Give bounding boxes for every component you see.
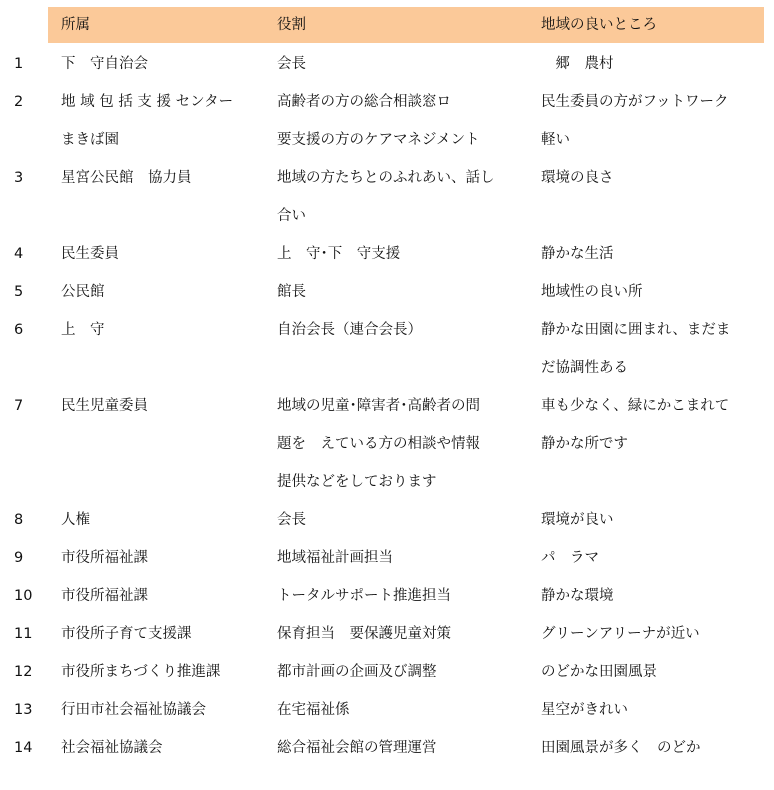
- good-point-cell-line: のどかな田園風景: [541, 664, 657, 680]
- affiliation-cell-line: 社会福祉協議会: [61, 740, 163, 756]
- row-number: 12: [14, 664, 33, 680]
- role-cell: [277, 539, 393, 577]
- role-cell-line: 地域福祉計画担当: [277, 550, 393, 566]
- affiliation-cell-line: 市役所子育て支援課: [61, 626, 192, 642]
- role-cell: [277, 45, 306, 83]
- role-cell-line: 地域の方たちとのふれあい、話し: [277, 170, 495, 186]
- affiliation-cell: [61, 577, 148, 615]
- good-point-cell-line: 民生委員の方がフットワーク: [541, 94, 729, 110]
- row-number: 4: [14, 246, 24, 262]
- row-number: 3: [14, 170, 24, 186]
- affiliation-cell: [61, 501, 90, 539]
- good-point-cell: [541, 653, 657, 691]
- row-number: 8: [14, 512, 24, 528]
- good-point-cell-line: グリーンアリーナが近い: [541, 626, 700, 642]
- role-cell-line: 保育担当 要保護児童対策: [277, 626, 451, 642]
- affiliation-cell-line: まきば園: [61, 132, 119, 148]
- affiliation-cell-line: 市役所福祉課: [61, 550, 148, 566]
- role-cell-line: トータルサポート推進担当: [277, 588, 451, 604]
- table-row: [0, 729, 774, 767]
- good-point-cell-line: 車も少なく、緑にかこまれて: [541, 398, 730, 414]
- affiliation-cell: [61, 273, 105, 311]
- good-point-cell: [541, 615, 700, 653]
- table-row: [0, 235, 774, 273]
- affiliation-cell: [61, 539, 148, 577]
- affiliation-cell-line: 市役所福祉課: [61, 588, 148, 604]
- role-cell: [277, 691, 350, 729]
- good-point-cell-line: 軽い: [541, 132, 570, 148]
- row-number: 6: [14, 322, 24, 338]
- good-point-cell-line: 星空がきれい: [541, 702, 628, 718]
- role-cell-line: 合い: [277, 208, 306, 224]
- affiliation-cell-line: 地 域 包 括 支 援 センター: [61, 94, 234, 110]
- role-cell-line: 提供などをしております: [277, 474, 437, 490]
- table-row: [0, 539, 774, 577]
- role-cell-line: 題を えている方の相談や情報: [277, 436, 480, 452]
- affiliation-cell-line: 人権: [61, 512, 90, 528]
- good-point-cell-line: 環境が良い: [541, 512, 614, 528]
- affiliation-cell: [61, 235, 119, 273]
- affiliation-cell-line: 公民館: [61, 284, 105, 300]
- affiliation-cell: [61, 653, 220, 691]
- good-point-cell: [541, 311, 730, 387]
- affiliation-cell: [61, 83, 233, 159]
- good-point-cell: [541, 501, 614, 539]
- table-row: [0, 577, 774, 615]
- affiliation-cell-line: 民生委員: [61, 246, 119, 262]
- affiliation-cell: [61, 729, 163, 767]
- role-cell-line: 在宅福祉係: [277, 702, 350, 718]
- table-row: [0, 273, 774, 311]
- good-point-cell-line: 郷 農村: [541, 56, 614, 72]
- good-point-cell: [541, 235, 614, 273]
- good-point-cell: [541, 159, 614, 197]
- good-point-cell-line: パ ラマ: [541, 550, 599, 566]
- role-cell-line: 館長: [277, 284, 306, 300]
- row-number: 9: [14, 550, 24, 566]
- role-cell: [277, 311, 422, 349]
- table-row: [0, 159, 774, 235]
- role-cell: [277, 501, 306, 539]
- good-point-cell-line: 地域性の良い所: [541, 284, 643, 300]
- good-point-cell-line: 静かな所です: [541, 436, 628, 452]
- affiliation-cell: [61, 45, 148, 83]
- role-cell-line: 高齢者の方の総合相談窓ロ: [277, 94, 451, 110]
- good-point-cell-line: 静かな生活: [541, 246, 614, 262]
- role-cell-line: 都市計画の企画及び調整: [277, 664, 437, 680]
- role-cell-line: 上 守･下 守支援: [277, 246, 401, 262]
- good-point-cell-line: 静かな田園に囲まれ、まだま: [541, 322, 731, 338]
- role-cell-line: 自治会長（連合会長）: [277, 322, 422, 338]
- table-row: [0, 691, 774, 729]
- good-point-cell-line: 静かな環境: [541, 588, 614, 604]
- row-number: 2: [14, 94, 24, 110]
- table-row: [0, 501, 774, 539]
- header-affiliation: 所属: [61, 17, 90, 33]
- role-cell: [277, 159, 495, 235]
- affiliation-cell-line: 星宮公民館 協力員: [61, 170, 192, 186]
- affiliation-cell-line: 下 守自治会: [61, 56, 148, 72]
- good-point-cell-line: 環境の良さ: [541, 170, 614, 186]
- role-cell: [277, 235, 400, 273]
- table-row: [0, 653, 774, 691]
- role-cell-line: 地域の児童･障害者･高齢者の問: [277, 398, 480, 414]
- row-number: 13: [14, 702, 33, 718]
- affiliation-cell: [61, 615, 192, 653]
- role-cell-line: 会長: [277, 512, 306, 528]
- affiliation-cell-line: 市役所まちづくり推進課: [61, 664, 221, 680]
- good-point-cell: [541, 691, 628, 729]
- table-row: [0, 615, 774, 653]
- table-row: [0, 387, 774, 501]
- good-point-cell: [541, 273, 643, 311]
- table-row: [0, 83, 774, 159]
- role-cell-line: 総合福祉会館の管理運営: [277, 740, 437, 756]
- role-cell-line: 要支援の方のケアマネジメント: [277, 132, 480, 148]
- row-number: 14: [14, 740, 33, 756]
- affiliation-cell: [61, 159, 192, 197]
- good-point-cell: [541, 83, 728, 159]
- row-number: 1: [14, 56, 24, 72]
- header-role: 役割: [277, 17, 306, 33]
- good-point-cell: [541, 387, 729, 463]
- role-cell: [277, 83, 480, 159]
- affiliation-cell-line: 民生児童委員: [61, 398, 148, 414]
- affiliation-cell: [61, 387, 148, 425]
- affiliation-cell-line: 上 守: [61, 322, 105, 338]
- good-point-cell: [541, 577, 614, 615]
- good-point-cell-line: 田園風景が多く のどか: [541, 740, 701, 756]
- role-cell: [277, 729, 437, 767]
- table-row: [0, 45, 774, 83]
- role-cell: [277, 387, 480, 501]
- header-local-good-points: 地域の良いところ: [541, 17, 657, 33]
- good-point-cell: [541, 729, 701, 767]
- good-point-cell-line: だ協調性ある: [541, 360, 628, 376]
- table-row: [0, 311, 774, 387]
- role-cell: [277, 615, 451, 653]
- row-number: 10: [14, 588, 33, 604]
- good-point-cell: [541, 45, 614, 83]
- role-cell: [277, 653, 437, 691]
- affiliation-cell-line: 行田市社会福祉協議会: [61, 702, 206, 718]
- role-cell: [277, 273, 306, 311]
- row-number: 5: [14, 284, 24, 300]
- affiliation-cell: [61, 311, 105, 349]
- row-number: 11: [14, 626, 33, 642]
- affiliation-cell: [61, 691, 206, 729]
- good-point-cell: [541, 539, 599, 577]
- row-number: 7: [14, 398, 24, 414]
- role-cell-line: 会長: [277, 56, 306, 72]
- role-cell: [277, 577, 451, 615]
